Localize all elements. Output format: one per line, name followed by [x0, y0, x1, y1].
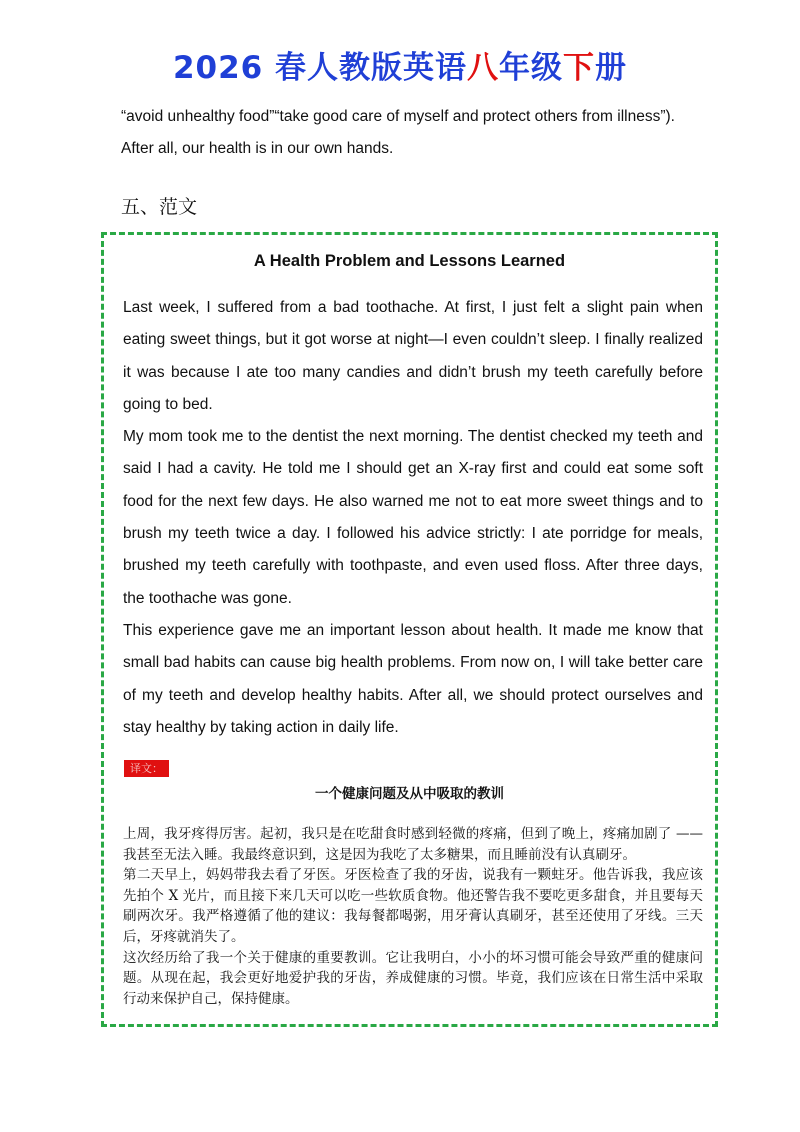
- intro-line: After all, our health is in our own hands.: [121, 140, 394, 157]
- translation-paragraph: 这次经历给了我一个关于健康的重要教训。它让我明白，小小的坏习惯可能会导致严重的健康问题。从现在起，我会更好地爱护我的牙齿，养成健康的习惯。毕竟，我们应该在日常生活中采取行动来保护自己，保持健康。: [123, 949, 703, 1007]
- header-part-5: 册: [595, 50, 628, 86]
- essay-title: A Health Problem and Lessons Learned: [253, 252, 566, 270]
- header-part-4: 下: [563, 50, 596, 86]
- essay-paragraph: My mom took me to the dentist the next morning. The dentist checked my teeth and said I had a cavity. He told me I should get an X-ray first and could eat some soft food for the next few days. He also warned me not to eat more sweet things and to brush my teeth twice a day. I followed his advice strictly: I ate porridge for meals, brushed my teeth carefully with toothpaste, and even used floss. After three days, the toothache was gone.: [123, 428, 703, 607]
- header-part-1: 2026 春人教版英语: [172, 50, 468, 86]
- translation-body: [123, 824, 703, 1009]
- translation-tag: 译文：: [124, 760, 169, 777]
- essay-body: [123, 292, 703, 744]
- translation-title: 一个健康问题及从中吸取的教训: [315, 786, 504, 802]
- essay-paragraph: This experience gave me an important lesson about health. It made me know that small bad habits can cause big health problems. From now on, I will take better care of my teeth and develop healthy habits. After all, we should protect ourselves and stay healthy by taking action in daily life.: [123, 621, 703, 736]
- page-header: [0, 42, 800, 87]
- intro-line: “avoid unhealthy food”“take good care of myself and protect others from illness”).: [121, 108, 675, 125]
- header-part-3: 年级: [499, 50, 564, 86]
- translation-paragraph: 第二天早上，妈妈带我去看了牙医。牙医检查了我的牙齿，说我有一颗蛀牙。他告诉我，我应该先拍个 X 光片，而且接下来几天可以吃一些软质食物。他还警告我不要吃更多甜食，并且要每天刷两次牙。我严格遵循了他的建议：我每餐都喝粥，用牙膏认真刷牙，甚至还使用了牙线。三天后，牙疼就消失了。: [123, 867, 703, 945]
- essay-paragraph: Last week, I suffered from a bad toothache. At first, I just felt a slight pain when eating sweet things, but it got worse at night—I even couldn’t sleep. I finally realized it was because I ate too many candies and didn’t brush my teeth carefully before going to bed.: [123, 299, 703, 413]
- sample-essay-box: [101, 232, 718, 1027]
- intro-text: [121, 106, 721, 170]
- section-title: 五、范文: [121, 196, 198, 218]
- translation-paragraph: 上周，我牙疼得厉害。起初，我只是在吃甜食时感到轻微的疼痛，但到了晚上，疼痛加剧了 —— 我甚至无法入睡。我最终意识到，这是因为我吃了太多糖果，而且睡前没有认真刷牙。: [123, 826, 703, 863]
- header-part-2: 八: [467, 50, 500, 86]
